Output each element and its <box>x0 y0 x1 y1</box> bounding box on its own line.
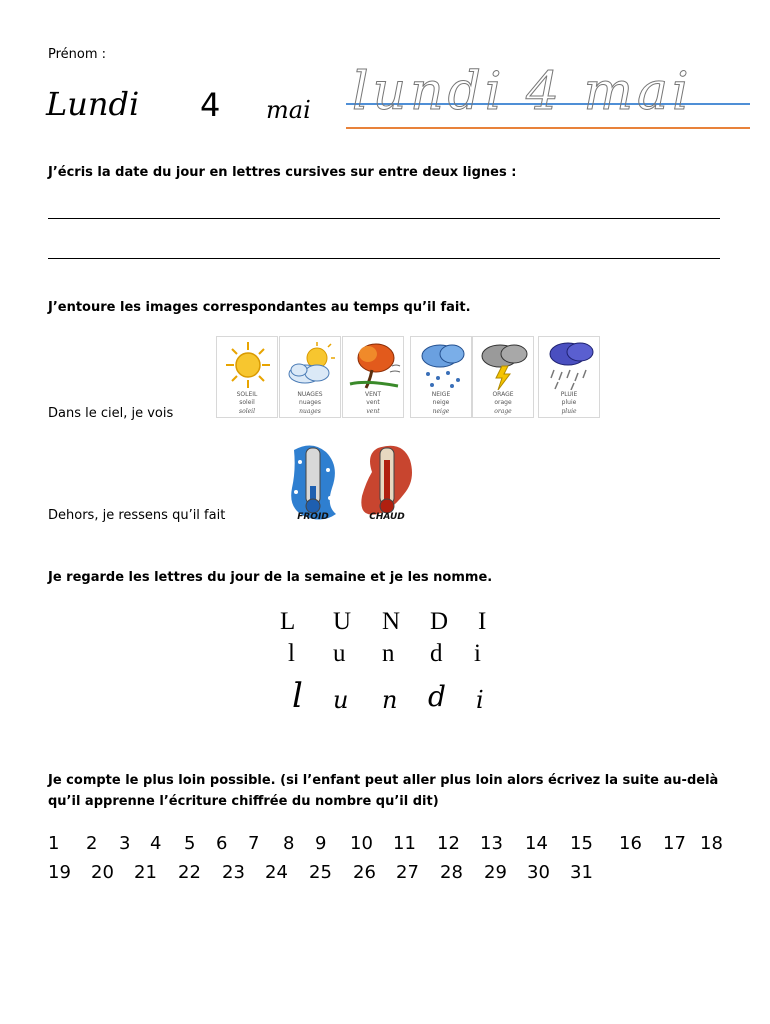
count-number: 28 <box>440 862 463 883</box>
count-number: 11 <box>393 833 416 854</box>
card-label-lower: pluie <box>561 399 577 406</box>
count-instruction-line1: Je compte le plus loin possible. (si l’enfant peut aller plus loin alors écrivez la suite au-delà <box>48 773 719 788</box>
card-label-upper: NEIGE <box>431 391 451 398</box>
count-number: 7 <box>248 833 260 854</box>
letter-cursive: u <box>333 686 349 714</box>
letter-upper: I <box>478 608 487 635</box>
weather-instruction: J’entoure les images correspondantes au temps qu’il fait. <box>48 300 471 315</box>
letters-instruction: Je regarde les lettres du jour de la semaine et je les nomme. <box>48 570 493 585</box>
count-number: 10 <box>350 833 373 854</box>
letter-upper: D <box>430 608 449 635</box>
count-number: 19 <box>48 862 71 883</box>
date-number: 4 <box>200 86 221 124</box>
letter-cursive: i <box>476 686 484 714</box>
wind-tree-icon <box>346 340 402 390</box>
card-label-cursive: vent <box>366 408 380 415</box>
count-number: 27 <box>396 862 419 883</box>
rain-cloud-icon <box>542 340 598 390</box>
weather-card-neige[interactable] <box>410 336 472 418</box>
count-number: 14 <box>525 833 548 854</box>
count-number: 17 <box>663 833 686 854</box>
count-number: 1 <box>48 833 60 854</box>
date-instruction: J’écris la date du jour en lettres cursives sur entre deux lignes : <box>48 165 517 180</box>
count-number: 18 <box>700 833 723 854</box>
count-number: 31 <box>570 862 593 883</box>
count-number: 6 <box>216 833 228 854</box>
cloud-sun-icon <box>283 340 339 390</box>
letters-upper-row <box>0 608 770 638</box>
letter-lower: l <box>288 640 295 667</box>
temp-prompt: Dehors, je ressens qu’il fait <box>48 508 226 523</box>
count-number: 21 <box>134 862 157 883</box>
card-label-cursive: nuages <box>299 408 321 415</box>
count-number: 5 <box>184 833 196 854</box>
letter-upper: L <box>280 608 296 635</box>
snow-cloud-icon <box>414 340 470 390</box>
letters-cursive-row <box>0 676 770 716</box>
card-label-cursive: soleil <box>239 408 255 415</box>
count-number: 30 <box>527 862 550 883</box>
card-label-lower: soleil <box>239 399 255 406</box>
card-label-upper: VENT <box>364 391 382 398</box>
letter-cursive: l <box>292 676 303 716</box>
card-label-lower: neige <box>432 399 450 406</box>
card-label-cursive: pluie <box>561 408 577 415</box>
card-label-lower: vent <box>366 399 380 406</box>
card-label-lower: nuages <box>299 399 321 406</box>
card-label-lower: orage <box>494 399 512 406</box>
traced-date: lundi 4 mai <box>352 62 693 122</box>
temp-label-froid: FROID <box>297 512 329 522</box>
month-cursive: mai <box>266 96 311 124</box>
card-label-upper: SOLEIL <box>236 391 258 398</box>
letter-upper: N <box>382 608 401 635</box>
count-number: 13 <box>480 833 503 854</box>
letter-lower: i <box>474 640 481 667</box>
weather-card-orage[interactable] <box>472 336 534 418</box>
weather-card-vent[interactable] <box>342 336 404 418</box>
temp-card-froid[interactable] <box>282 440 344 526</box>
count-number: 15 <box>570 833 593 854</box>
sun-icon <box>220 340 276 390</box>
number-row-2 <box>0 862 770 886</box>
writing-line-2[interactable] <box>48 258 720 259</box>
card-label-upper: ORAGE <box>492 391 514 398</box>
temp-label-chaud: CHAUD <box>369 512 405 522</box>
count-number: 25 <box>309 862 332 883</box>
guide-line-orange <box>346 127 750 129</box>
weather-card-pluie[interactable] <box>538 336 600 418</box>
count-number: 8 <box>283 833 295 854</box>
prenom-label: Prénom : <box>48 47 107 62</box>
count-number: 3 <box>119 833 131 854</box>
count-number: 22 <box>178 862 201 883</box>
card-label-upper: PLUIE <box>560 391 578 398</box>
storm-cloud-icon <box>476 340 532 390</box>
letters-lower-row <box>0 640 770 670</box>
temp-card-chaud[interactable] <box>352 440 422 526</box>
letter-lower: n <box>382 640 395 667</box>
letter-lower: d <box>430 640 443 667</box>
weather-card-nuages[interactable] <box>279 336 341 418</box>
card-label-upper: NUAGES <box>297 391 323 398</box>
count-number: 9 <box>315 833 327 854</box>
weather-card-soleil[interactable] <box>216 336 278 418</box>
count-number: 23 <box>222 862 245 883</box>
count-number: 24 <box>265 862 288 883</box>
count-number: 2 <box>86 833 98 854</box>
letter-upper: U <box>333 608 352 635</box>
count-number: 29 <box>484 862 507 883</box>
writing-line-1[interactable] <box>48 218 720 219</box>
count-number: 16 <box>619 833 642 854</box>
count-instruction-line2: qu’il apprenne l’écriture chiffrée du nombre qu’il dit) <box>48 794 439 809</box>
day-cursive: Lundi <box>46 85 140 123</box>
number-row-1 <box>0 833 770 857</box>
letter-cursive: n <box>382 686 398 714</box>
sky-prompt: Dans le ciel, je vois <box>48 406 174 421</box>
letter-lower: u <box>333 640 346 667</box>
count-number: 20 <box>91 862 114 883</box>
count-number: 26 <box>353 862 376 883</box>
card-label-cursive: orage <box>494 408 512 415</box>
count-number: 12 <box>437 833 460 854</box>
card-label-cursive: neige <box>432 408 450 415</box>
letter-cursive: d <box>428 680 446 713</box>
count-number: 4 <box>150 833 162 854</box>
